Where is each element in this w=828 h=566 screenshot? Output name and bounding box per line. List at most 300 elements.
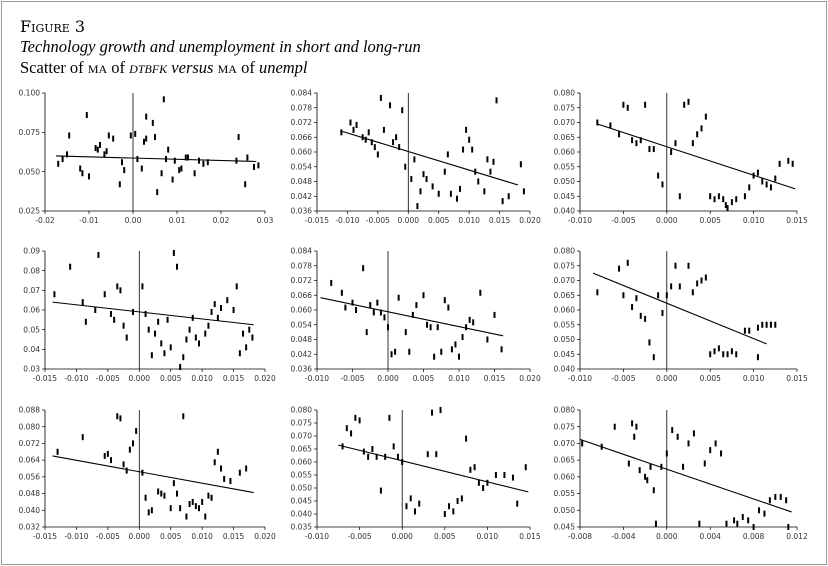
scatter-point <box>119 181 121 187</box>
y-tick-label: 0.048 <box>18 489 40 499</box>
x-tick-label: -0.010 <box>304 374 330 383</box>
scatter-point <box>68 132 70 138</box>
scatter-point <box>774 494 776 500</box>
scatter-point <box>398 295 400 301</box>
trend-line <box>321 298 503 336</box>
y-tick-label: 0.072 <box>290 276 312 286</box>
scatter-point <box>701 125 703 131</box>
scatter-point <box>369 302 371 308</box>
scatter-point <box>189 501 191 507</box>
y-tick-label: 0.050 <box>18 167 40 177</box>
x-tick-label: -0.005 <box>95 532 120 541</box>
y-tick-label: 0.06 <box>23 305 40 315</box>
scatter-point <box>154 331 156 337</box>
scatter-point <box>157 488 159 494</box>
scatter-point <box>715 440 717 446</box>
scatter-point <box>145 311 147 317</box>
scatter-point <box>744 328 746 334</box>
scatter-point <box>233 307 235 313</box>
scatter-point <box>725 521 727 527</box>
figure-title: Technology growth and unemployment in short and long-run <box>20 37 421 56</box>
scatter-point <box>110 311 112 317</box>
scatter-point <box>769 497 771 503</box>
scatter-point <box>520 161 522 167</box>
scatter-point <box>640 313 642 319</box>
scatter-point <box>525 464 527 470</box>
scatter-point <box>253 164 255 170</box>
scatter-point <box>757 325 759 331</box>
y-tick-label: 0.032 <box>18 522 40 532</box>
y-tick-label: 0.075 <box>553 422 575 432</box>
x-tick-label: 0.005 <box>159 532 182 541</box>
scatter-point <box>211 495 213 501</box>
scatter-point <box>374 144 376 150</box>
x-tick-label: 0.000 <box>656 532 678 541</box>
scatter-point <box>195 503 197 509</box>
scatter-point <box>354 415 356 421</box>
x-tick-label: 0.000 <box>128 532 151 541</box>
scatter-point <box>180 166 182 172</box>
y-tick-label: 0.03 <box>23 364 40 374</box>
scatter-point <box>167 317 169 323</box>
scatter-point <box>380 488 382 494</box>
y-tick-label: 0.040 <box>18 505 40 515</box>
scatter-point <box>448 503 450 509</box>
x-tick-label: -0.010 <box>335 216 360 225</box>
scatter-point <box>714 196 716 202</box>
scatter-point <box>340 129 342 135</box>
scatter-point <box>207 323 209 329</box>
scatter-point <box>387 324 389 330</box>
scatter-point <box>214 301 216 307</box>
scatter-point <box>763 511 765 517</box>
scatter-point <box>447 151 449 157</box>
scatter-point <box>435 451 437 457</box>
scatter-point <box>423 292 425 298</box>
figure-subtitle: Scatter of ma of dtbfk versus ma of unempl <box>20 58 308 77</box>
scatter-point <box>731 348 733 354</box>
x-tick-label: -0.010 <box>64 532 89 541</box>
scatter-point <box>653 354 655 360</box>
scatter-point <box>709 447 711 453</box>
scatter-point <box>119 287 121 293</box>
scatter-point <box>486 156 488 162</box>
figure-label: Figure 3 <box>20 17 86 36</box>
scatter-point <box>787 158 789 164</box>
scatter-point <box>648 146 650 152</box>
scatter-point <box>238 134 240 140</box>
scatter-point <box>761 322 763 328</box>
scatter-point <box>418 501 420 507</box>
scatter-point <box>416 203 418 209</box>
scatter-point <box>148 327 150 333</box>
y-tick-label: 0.078 <box>290 261 312 271</box>
scatter-point <box>501 346 503 352</box>
trend-line <box>338 445 528 492</box>
scatter-point <box>236 283 238 289</box>
x-tick-label: -0.010 <box>64 374 89 383</box>
scatter-point <box>766 322 768 328</box>
y-tick-label: 0.070 <box>290 431 312 441</box>
y-tick-label: 0.080 <box>553 246 575 256</box>
scatter-point <box>394 349 396 355</box>
y-tick-label: 0.036 <box>290 364 312 374</box>
scatter-point <box>151 507 153 513</box>
x-tick-label: 0.005 <box>412 374 435 383</box>
y-tick-label: 0.045 <box>553 191 575 201</box>
scatter-point <box>368 129 370 135</box>
scatter-point <box>482 485 484 491</box>
scatter-point <box>696 280 698 286</box>
scatter-point <box>725 202 727 208</box>
scatter-point <box>156 189 158 195</box>
y-tick-label: 0.066 <box>290 132 312 142</box>
scatter-point <box>666 292 668 298</box>
scatter-point <box>426 176 428 182</box>
scatter-point <box>106 148 108 154</box>
scatter-point <box>736 521 738 527</box>
y-tick-label: 0.070 <box>553 276 575 286</box>
y-tick-label: 0.070 <box>553 118 575 128</box>
scatter-point <box>244 181 246 187</box>
y-tick-label: 0.075 <box>290 418 312 428</box>
scatter-point <box>462 334 464 340</box>
y-tick-label: 0.065 <box>290 444 312 454</box>
scatter-panel-4 <box>23 247 276 383</box>
scatter-point <box>116 283 118 289</box>
y-tick-label: 0.075 <box>18 127 40 137</box>
scatter-point <box>239 470 241 476</box>
scatter-point <box>748 184 750 190</box>
scatter-point <box>653 487 655 493</box>
scatter-point <box>458 354 460 360</box>
scatter-point <box>688 99 690 105</box>
scatter-point <box>198 505 200 511</box>
scatter-point <box>516 501 518 507</box>
scatter-point <box>666 450 668 456</box>
scatter-point <box>95 145 97 151</box>
scatter-panel-2 <box>291 89 541 225</box>
scatter-point <box>758 507 760 513</box>
scatter-point <box>457 498 459 504</box>
x-tick-label: -0.010 <box>567 216 593 225</box>
scatter-point <box>452 508 454 514</box>
scatter-point <box>85 319 87 325</box>
scatter-point <box>220 466 222 472</box>
scatter-point <box>440 407 442 413</box>
scatter-point <box>170 505 172 511</box>
x-tick-label: -0.004 <box>611 532 636 541</box>
x-tick-label: 0.01 <box>168 216 186 225</box>
x-tick-label: 0.020 <box>519 374 541 383</box>
scatter-point <box>82 299 84 305</box>
scatter-point <box>670 149 672 155</box>
scatter-point <box>674 140 676 146</box>
scatter-point <box>430 324 432 330</box>
scatter-point <box>465 324 467 330</box>
y-tick-label: 0.055 <box>553 320 575 330</box>
scatter-point <box>644 102 646 108</box>
scatter-point <box>661 181 663 187</box>
scatter-point <box>444 511 446 517</box>
scatter-point <box>62 156 64 162</box>
x-tick-label: -0.015 <box>32 532 58 541</box>
scatter-point <box>97 147 99 153</box>
scatter-point <box>631 137 633 143</box>
scatter-point <box>701 278 703 284</box>
scatter-point <box>459 186 461 192</box>
y-tick-label: 0.054 <box>290 320 312 330</box>
scatter-point <box>393 443 395 449</box>
scatter-point <box>143 139 145 145</box>
scatter-point <box>160 491 162 497</box>
scatter-panel-1 <box>19 89 274 225</box>
y-tick-label: 0.035 <box>290 522 312 532</box>
scatter-point <box>413 156 415 162</box>
x-tick-label: 0.010 <box>742 216 765 225</box>
scatter-point <box>145 114 147 120</box>
scatter-point <box>257 162 259 168</box>
scatter-point <box>371 446 373 452</box>
scatter-point <box>766 181 768 187</box>
scatter-point <box>614 424 616 430</box>
scatter-point <box>132 309 134 315</box>
scatter-point <box>653 146 655 152</box>
y-tick-label: 0.040 <box>553 364 575 374</box>
scatter-point <box>735 196 737 202</box>
scatter-point <box>377 151 379 157</box>
scatter-point <box>366 329 368 335</box>
x-tick-label: 0.008 <box>742 532 765 541</box>
scatter-panel-6 <box>554 247 808 383</box>
scatter-point <box>423 171 425 177</box>
scatter-point <box>426 322 428 328</box>
y-tick-label: 0.050 <box>553 505 575 515</box>
scatter-point <box>207 493 209 499</box>
y-tick-label: 0.055 <box>290 470 312 480</box>
scatter-point <box>217 315 219 321</box>
scatter-point <box>644 474 646 480</box>
y-tick-label: 0.084 <box>290 246 312 256</box>
scatter-point <box>431 410 433 416</box>
scatter-point <box>693 430 695 436</box>
scatter-point <box>677 434 679 440</box>
x-tick-label: -0.010 <box>567 374 593 383</box>
x-tick-label: 0.015 <box>786 374 808 383</box>
scatter-point <box>395 134 397 140</box>
scatter-point <box>104 291 106 297</box>
y-tick-label: 0.072 <box>290 118 312 128</box>
scatter-point <box>130 132 132 138</box>
scatter-point <box>639 467 641 473</box>
scatter-point <box>129 447 131 453</box>
scatter-point <box>163 493 165 499</box>
scatter-point <box>251 335 253 341</box>
scatter-point <box>182 413 184 419</box>
scatter-point <box>192 499 194 505</box>
scatter-point <box>472 319 474 325</box>
scatter-point <box>692 140 694 146</box>
x-tick-label: -0.005 <box>611 216 636 225</box>
x-tick-label: -0.02 <box>35 216 55 225</box>
scatter-point <box>135 428 137 434</box>
scatter-point <box>705 275 707 281</box>
x-tick-label: 0.010 <box>191 374 213 383</box>
scatter-point <box>154 134 156 140</box>
scatter-point <box>440 349 442 355</box>
scatter-point <box>635 424 637 430</box>
scatter-point <box>635 140 637 146</box>
scatter-point <box>474 464 476 470</box>
scatter-point <box>451 346 453 352</box>
scatter-point <box>194 170 196 176</box>
scatter-point <box>81 170 83 176</box>
x-tick-label: 0.004 <box>699 532 721 541</box>
y-tick-label: 0.060 <box>290 305 312 315</box>
scatter-point <box>523 188 525 194</box>
scatter-point <box>648 339 650 345</box>
x-tick-label: 0.020 <box>254 532 276 541</box>
x-tick-label: -0.005 <box>611 374 636 383</box>
scatter-point <box>148 509 150 515</box>
y-tick-label: 0.050 <box>290 483 312 493</box>
trend-line <box>53 302 254 325</box>
scatter-point <box>145 495 147 501</box>
scatter-point <box>350 430 352 436</box>
scatter-point <box>785 497 787 503</box>
scatter-point <box>753 524 755 530</box>
y-tick-label: 0.045 <box>290 496 312 506</box>
scatter-point <box>492 159 494 165</box>
scatter-point <box>388 415 390 421</box>
scatter-point <box>229 478 231 484</box>
scatter-point <box>512 475 514 481</box>
x-tick-label: 0.000 <box>391 532 413 541</box>
y-tick-label: 0.066 <box>290 290 312 300</box>
scatter-point <box>748 328 750 334</box>
scatter-point <box>151 352 153 358</box>
scatter-point <box>157 319 159 325</box>
scatter-point <box>674 263 676 269</box>
scatter-point <box>123 167 125 173</box>
scatter-point <box>57 449 59 455</box>
scatter-point <box>742 514 744 520</box>
x-tick-label: -0.005 <box>95 374 120 383</box>
scatter-point <box>633 434 635 440</box>
y-tick-label: 0.080 <box>553 405 575 415</box>
scatter-point <box>204 514 206 520</box>
scatter-point <box>112 136 114 142</box>
scatter-point <box>341 290 343 296</box>
scatter-point <box>353 127 355 133</box>
scatter-point <box>494 312 496 318</box>
scatter-point <box>471 147 473 153</box>
scatter-point <box>174 158 176 164</box>
scatter-point <box>657 292 659 298</box>
y-tick-label: 0.045 <box>553 349 575 359</box>
y-tick-label: 0.088 <box>18 405 40 415</box>
scatter-point <box>450 191 452 197</box>
scatter-point <box>735 351 737 357</box>
scatter-point <box>198 340 200 346</box>
scatter-point <box>718 345 720 351</box>
y-tick-label: 0.040 <box>290 509 312 519</box>
scatter-point <box>508 193 510 199</box>
scatter-point <box>419 188 421 194</box>
x-tick-label: 0.000 <box>656 374 678 383</box>
scatter-point <box>110 457 112 463</box>
scatter-point <box>757 170 759 176</box>
scatter-point <box>383 127 385 133</box>
scatter-point <box>103 151 105 157</box>
scatter-point <box>170 344 172 350</box>
x-tick-label: 0.005 <box>699 374 721 383</box>
scatter-point <box>392 139 394 145</box>
scatter-point <box>123 323 125 329</box>
scatter-point <box>220 305 222 311</box>
scatter-point <box>727 351 729 357</box>
scatter-point <box>696 131 698 137</box>
scatter-point <box>661 310 663 316</box>
scatter-point <box>770 184 772 190</box>
scatter-point <box>201 499 203 505</box>
x-tick-label: -0.008 <box>567 532 593 541</box>
scatter-panel-9 <box>554 406 808 541</box>
scatter-point <box>631 304 633 310</box>
y-tick-label: 0.060 <box>553 472 575 482</box>
y-tick-label: 0.05 <box>23 325 40 335</box>
scatter-point <box>242 331 244 337</box>
x-tick-label: 0.020 <box>254 374 276 383</box>
scatter-point <box>770 322 772 328</box>
y-tick-label: 0.042 <box>290 191 312 201</box>
scatter-point <box>705 114 707 120</box>
scatter-point <box>704 460 706 466</box>
scatter-point <box>410 495 412 501</box>
scatter-panel-3 <box>554 89 808 225</box>
scatter-point <box>761 179 763 185</box>
scatter-point <box>79 166 81 172</box>
scatter-point <box>163 96 165 102</box>
scatter-point <box>468 137 470 143</box>
scatter-point <box>401 459 403 465</box>
y-tick-label: 0.060 <box>553 305 575 315</box>
scatter-point <box>119 415 121 421</box>
scatter-point <box>226 297 228 303</box>
scatter-point <box>408 349 410 355</box>
scatter-point <box>88 173 90 179</box>
scatter-point <box>355 307 357 313</box>
y-tick-label: 0.045 <box>553 522 575 532</box>
scatter-point <box>116 413 118 419</box>
scatter-point <box>646 477 648 483</box>
y-tick-label: 0.065 <box>553 455 575 465</box>
y-tick-label: 0.048 <box>290 335 312 345</box>
trend-line <box>53 456 254 493</box>
scatter-point <box>682 464 684 470</box>
y-tick-label: 0.050 <box>553 335 575 345</box>
scatter-point <box>104 453 106 459</box>
scatter-point <box>182 354 184 360</box>
y-tick-label: 0.09 <box>23 246 40 256</box>
scatter-point <box>670 283 672 289</box>
scatter-point <box>720 450 722 456</box>
scatter-point <box>774 176 776 182</box>
x-tick-label: 0.005 <box>427 216 450 225</box>
trend-line <box>341 131 517 185</box>
scatter-point <box>161 170 163 176</box>
trend-line <box>56 156 256 162</box>
